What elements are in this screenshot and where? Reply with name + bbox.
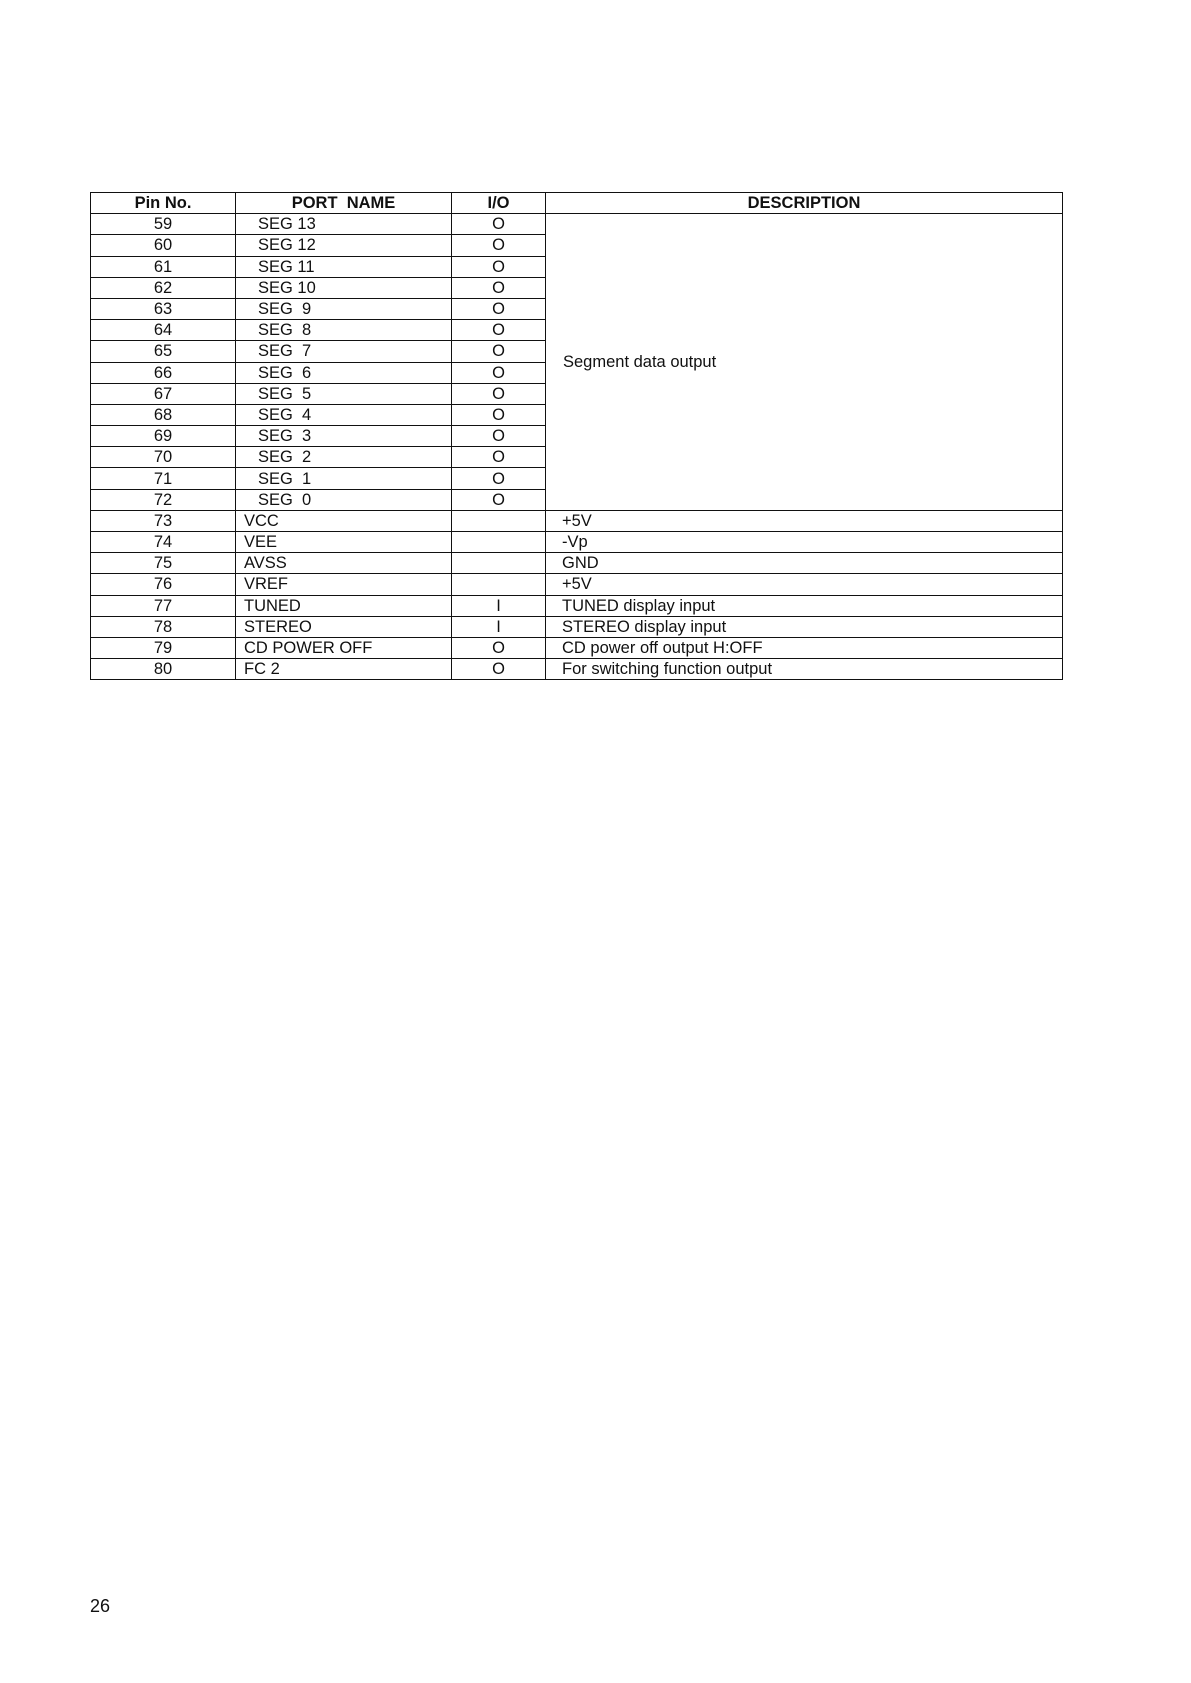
- io-cell: O: [452, 404, 546, 425]
- io-cell: I: [452, 616, 546, 637]
- port-name-cell: SEG 13: [236, 214, 452, 235]
- port-name-cell: SEG 6: [236, 362, 452, 383]
- port-name-cell: SEG 0: [236, 489, 452, 510]
- description-cell: For switching function output: [546, 659, 1063, 680]
- io-cell: O: [452, 447, 546, 468]
- table-row: [91, 637, 1063, 658]
- io-cell: O: [452, 659, 546, 680]
- pin-number-cell: 71: [91, 468, 236, 489]
- pin-number-cell: 68: [91, 404, 236, 425]
- io-cell: O: [452, 235, 546, 256]
- page-number: 26: [90, 1596, 111, 1616]
- pin-number-cell: 64: [91, 320, 236, 341]
- pin-number-cell: 65: [91, 341, 236, 362]
- table-row: [91, 616, 1063, 637]
- pin-number-cell: 67: [91, 383, 236, 404]
- pin-number-cell: 74: [91, 532, 236, 553]
- header-pin-no: Pin No.: [91, 193, 236, 214]
- io-cell: O: [452, 277, 546, 298]
- port-name-cell: STEREO: [236, 616, 452, 637]
- description-cell: STEREO display input: [546, 616, 1063, 637]
- port-name-cell: SEG 3: [236, 426, 452, 447]
- description-cell: -Vp: [546, 532, 1063, 553]
- io-cell: O: [452, 341, 546, 362]
- pin-number-cell: 75: [91, 553, 236, 574]
- description-cell: TUNED display input: [546, 595, 1063, 616]
- port-name-cell: SEG 11: [236, 256, 452, 277]
- pin-number-cell: 70: [91, 447, 236, 468]
- description-cell: +5V: [546, 510, 1063, 531]
- table-body: [91, 214, 1063, 680]
- io-cell: [452, 553, 546, 574]
- io-cell: I: [452, 595, 546, 616]
- pin-number-cell: 78: [91, 616, 236, 637]
- pin-number-cell: 60: [91, 235, 236, 256]
- io-cell: [452, 574, 546, 595]
- pin-number-cell: 73: [91, 510, 236, 531]
- io-cell: O: [452, 468, 546, 489]
- pin-number-cell: 62: [91, 277, 236, 298]
- description-cell: +5V: [546, 574, 1063, 595]
- port-name-cell: VREF: [236, 574, 452, 595]
- port-name-cell: SEG 1: [236, 468, 452, 489]
- header-description: DESCRIPTION: [546, 193, 1063, 214]
- pin-number-cell: 76: [91, 574, 236, 595]
- io-cell: O: [452, 489, 546, 510]
- table-header-row: [91, 193, 1063, 214]
- io-cell: O: [452, 256, 546, 277]
- pin-number-cell: 66: [91, 362, 236, 383]
- merged-description-cell: Segment data output: [546, 214, 1063, 511]
- port-name-cell: TUNED: [236, 595, 452, 616]
- io-cell: O: [452, 362, 546, 383]
- table-row: [91, 553, 1063, 574]
- port-name-cell: VCC: [236, 510, 452, 531]
- io-cell: O: [452, 298, 546, 319]
- pin-number-cell: 72: [91, 489, 236, 510]
- pin-number-cell: 79: [91, 637, 236, 658]
- port-name-cell: SEG 8: [236, 320, 452, 341]
- port-name-cell: SEG 7: [236, 341, 452, 362]
- table-row: [91, 595, 1063, 616]
- table-row: [91, 574, 1063, 595]
- io-cell: O: [452, 383, 546, 404]
- table-row: [91, 214, 1063, 235]
- port-name-cell: SEG 10: [236, 277, 452, 298]
- port-name-cell: AVSS: [236, 553, 452, 574]
- io-cell: O: [452, 637, 546, 658]
- pin-number-cell: 80: [91, 659, 236, 680]
- pin-number-cell: 69: [91, 426, 236, 447]
- pin-number-cell: 61: [91, 256, 236, 277]
- description-cell: CD power off output H:OFF: [546, 637, 1063, 658]
- pin-number-cell: 63: [91, 298, 236, 319]
- io-cell: [452, 532, 546, 553]
- header-port-name: PORT NAME: [236, 193, 452, 214]
- io-cell: O: [452, 320, 546, 341]
- io-cell: [452, 510, 546, 531]
- port-name-cell: SEG 5: [236, 383, 452, 404]
- port-name-cell: SEG 12: [236, 235, 452, 256]
- io-cell: O: [452, 426, 546, 447]
- pin-number-cell: 59: [91, 214, 236, 235]
- port-name-cell: SEG 4: [236, 404, 452, 425]
- port-name-cell: VEE: [236, 532, 452, 553]
- port-name-cell: CD POWER OFF: [236, 637, 452, 658]
- table-row: [91, 532, 1063, 553]
- pin-description-table: [90, 192, 1063, 680]
- table-row: [91, 659, 1063, 680]
- port-name-cell: FC 2: [236, 659, 452, 680]
- port-name-cell: SEG 9: [236, 298, 452, 319]
- port-name-cell: SEG 2: [236, 447, 452, 468]
- description-cell: GND: [546, 553, 1063, 574]
- table-row: [91, 510, 1063, 531]
- pin-number-cell: 77: [91, 595, 236, 616]
- io-cell: O: [452, 214, 546, 235]
- header-io: I/O: [452, 193, 546, 214]
